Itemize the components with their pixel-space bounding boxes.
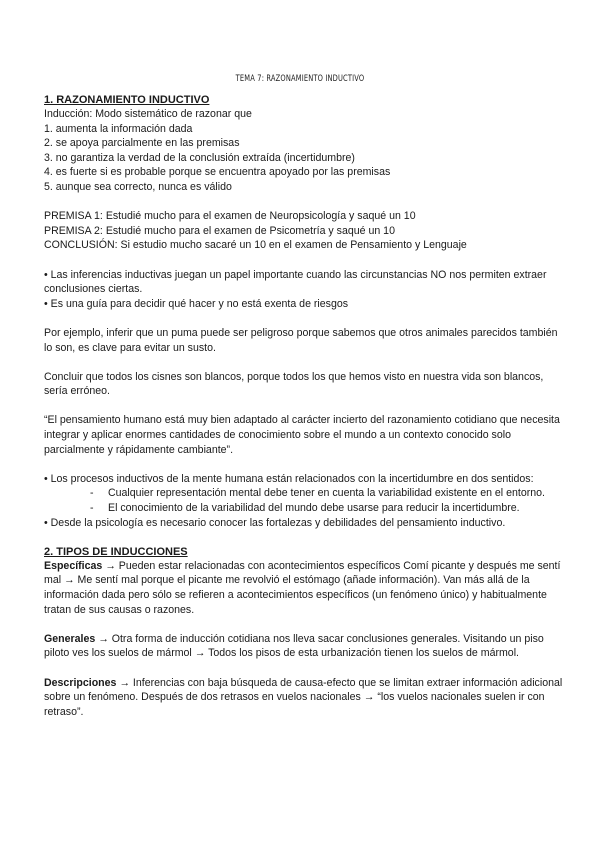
example-puma: Por ejemplo, inferir que un puma puede ser peligroso porque sabemos que otros animales parecidos también lo son, es clave para evitar un susto. — [44, 326, 558, 354]
list-item: 2. se apoya parcialmente en las premisas — [44, 137, 240, 150]
paragraph-descripciones — [44, 676, 564, 720]
sub-item-text: Cualquier representación mental debe tener en cuenta la variabilidad existente en el entorno. — [108, 487, 545, 500]
premise-2: PREMISA 2: Estudié mucho para el examen de Psicometría y saqué un 10 — [44, 224, 395, 237]
intro-text: Inducción: Modo sistemático de razonar que — [44, 108, 252, 120]
bullet-psicologia: • Desde la psicología es necesario conocer las fortalezas y debilidades del pensamiento inductivo. — [44, 516, 506, 529]
paragraph-generales — [44, 632, 564, 661]
term-especificas: Específicas — [44, 559, 103, 572]
definition-generales: → Otra forma de inducción cotidiana nos lleva sacar conclusiones generales. Visitando un piso piloto ves los suelos de mármol → Todos los pisos de esta urbanización tienen los suelos de mármol. — [44, 632, 544, 660]
term-descripciones: Descripciones — [44, 676, 117, 689]
bullet-procesos: • Los procesos inductivos de la mente humana están relacionados con la incertidumbre en dos sentidos: — [44, 472, 534, 485]
dash-marker: - — [90, 502, 94, 515]
premise-1: PREMISA 1: Estudié mucho para el examen de Neuropsicología y saqué un 10 — [44, 210, 416, 223]
list-item: 1. aumenta la información dada — [44, 122, 193, 135]
definition-especificas: → Pueden estar relacionadas con acontecimientos específicos Comí picante y después me sentí mal → Me sentí mal porque el picante me revolvió el estómago (añade información). Van más allá de la información dada pero sólo se refieren a acontecimientos específicos (un fenómeno único) y habitualmente tratan de sus causas o razones. — [44, 559, 561, 616]
list-item: 4. es fuerte si es probable porque se encuentra apoyado por las premisas — [44, 166, 391, 179]
section-heading-razonamiento: 1. RAZONAMIENTO INDUCTIVO — [44, 94, 210, 106]
paragraph-especificas — [44, 559, 564, 617]
definition-descripciones: → Inferencias con baja búsqueda de causa-efecto que se limitan extraer información adicional sobre un fenómeno. Después de dos retrasos en vuelos nacionales → “los vuelos nacionales suelen ir con retraso”. — [44, 676, 563, 718]
list-item: 3. no garantiza la verdad de la conclusión extraída (incertidumbre) — [44, 151, 355, 164]
bullet-guia: • Es una guía para decidir qué hacer y no está exenta de riesgos — [44, 297, 349, 310]
example-cisnes: Concluir que todos los cisnes son blancos, porque todos los que hemos visto en nuestra vida son blancos, sería erróneo. — [44, 370, 544, 398]
sub-item-variabilidad — [44, 501, 564, 516]
conclusion: CONCLUSIÓN: Si estudio mucho sacaré un 10 en el examen de Pensamiento y Lenguaje — [44, 239, 467, 252]
term-generales: Generales — [44, 632, 96, 645]
list-item: 5. aunque sea correcto, nunca es válido — [44, 180, 232, 193]
sub-item-text: El conocimiento de la variabilidad del mundo debe usarse para reducir la incertidumbre. — [108, 502, 520, 515]
section-heading-tipos: 2. TIPOS DE INDUCCIONES — [44, 545, 188, 558]
quote: “El pensamiento humano está muy bien adaptado al carácter incierto del razonamiento cotidiano que necesita integrar y aplicar enormes cantidades de conocimiento sobre el mundo a un contexto conocido solo parcialmente y rápidamente cambiante”. — [44, 414, 560, 456]
sub-item-representacion — [44, 486, 564, 501]
bullet-inferencias: • Las inferencias inductivas juegan un papel importante cuando las circunstancias NO nos permiten extraer conclusiones ciertas. — [44, 268, 547, 296]
document-body — [44, 93, 564, 719]
dash-marker: - — [90, 487, 94, 500]
document-title: TEMA 7: RAZONAMIENTO INDUCTIVO — [235, 74, 365, 84]
